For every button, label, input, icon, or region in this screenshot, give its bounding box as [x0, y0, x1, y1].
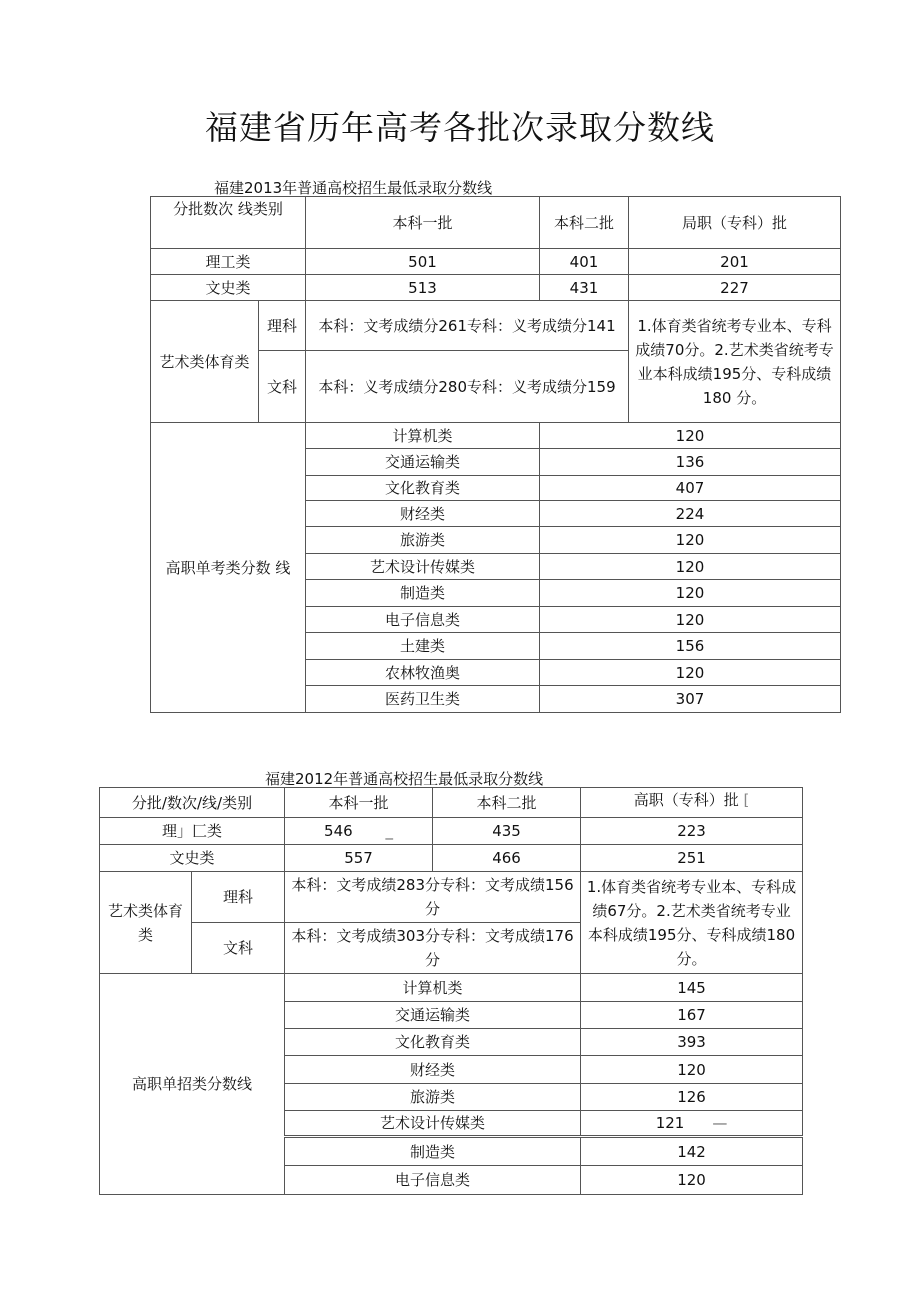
header-zk-label: 高职（专科）批 [633, 791, 739, 809]
wenshi-label: 文史类 [100, 845, 285, 872]
art-wen-text: 本科：义考成绩分280专科：义考成绩分159 [306, 351, 629, 423]
single-score: 120 [540, 423, 841, 449]
wenshi-b1: 557 [285, 845, 433, 872]
row-wenshi [100, 845, 803, 872]
page-title: 福建省历年高考各批次录取分数线 [205, 108, 715, 147]
single-score: 142 [581, 1137, 803, 1166]
ligong-b2: 435 [433, 818, 581, 845]
art-wen-label: 文科 [259, 351, 306, 423]
wenshi-b1: 513 [306, 275, 540, 301]
header-category: 分批数次 线类别 [151, 197, 306, 249]
ligong-b1: 501 [306, 249, 540, 275]
art-label: 艺术类体育类 [151, 301, 259, 423]
single-score: 145 [581, 974, 803, 1002]
single-name: 财经类 [285, 1056, 581, 1084]
table-row [151, 423, 841, 449]
single-name: 电子信息类 [306, 607, 540, 633]
art-li-text: 本科：文考成绩分261专科：义考成绩分141 [306, 301, 629, 351]
row-ligong [151, 249, 841, 275]
row-art-li [151, 301, 841, 351]
single-score: 120 [540, 607, 841, 633]
single-name: 旅游类 [306, 527, 540, 554]
header-row [100, 788, 803, 818]
header-category: 分批/数次/线/类别 [100, 788, 285, 818]
single-score: 120 [540, 554, 841, 580]
header-b2: 本科二批 [433, 788, 581, 818]
single-score: 156 [540, 633, 841, 660]
single-name: 交通运输类 [306, 449, 540, 476]
single-name: 计算机类 [306, 423, 540, 449]
art-wen-label: 文科 [192, 923, 285, 974]
single-name: 制造类 [285, 1137, 581, 1166]
single-score: 126 [581, 1084, 803, 1111]
single-name: 财经类 [306, 501, 540, 527]
table-2012 [99, 787, 803, 1195]
single-name: 艺术设计传媒类 [306, 554, 540, 580]
header-bracket-mark: [ [743, 791, 750, 809]
single-name: 医药卫生类 [306, 686, 540, 713]
wenshi-zk: 251 [581, 845, 803, 872]
single-score: 120 [581, 1166, 803, 1195]
table-2013 [150, 196, 841, 713]
single-score: 224 [540, 501, 841, 527]
single-score-value: 121 [655, 1114, 685, 1132]
art-note: 1.体育类省统考专业本、专科成绩70分。2.艺术类省统考专业本科成绩195分、专科成绩180 分。 [629, 301, 841, 423]
single-name: 计算机类 [285, 974, 581, 1002]
single-name: 电子信息类 [285, 1166, 581, 1195]
ligong-zk: 201 [629, 249, 841, 275]
single-score: 120 [540, 580, 841, 607]
ligong-label: 理」匚类 [100, 818, 285, 845]
wenshi-b2: 466 [433, 845, 581, 872]
ligong-label: 理工类 [151, 249, 306, 275]
art-label: 艺术类体育类 [100, 872, 192, 974]
single-score: 120 [540, 527, 841, 554]
single-name: 土建类 [306, 633, 540, 660]
single-score: 407 [540, 476, 841, 501]
ligong-b1-mark: _ [385, 822, 393, 840]
header-b1: 本科一批 [285, 788, 433, 818]
single-score: 307 [540, 686, 841, 713]
art-li-label: 理科 [259, 301, 306, 351]
art-wen-text: 本科：文考成绩303分专科：文考成绩176分 [285, 923, 581, 974]
wenshi-label: 文史类 [151, 275, 306, 301]
single-name: 农林牧渔奥 [306, 660, 540, 686]
wenshi-b2: 431 [540, 275, 629, 301]
single-name: 制造类 [306, 580, 540, 607]
single-name: 交通运输类 [285, 1002, 581, 1029]
single-score-mark: — [712, 1114, 728, 1132]
single-name: 艺术设计传媒类 [285, 1111, 581, 1137]
table-row [100, 974, 803, 1002]
row-wenshi [151, 275, 841, 301]
table-2013-caption: 福建2013年普通高校招生最低录取分数线 [214, 179, 493, 197]
single-score: 120 [581, 1056, 803, 1084]
single-score: 393 [581, 1029, 803, 1056]
ligong-b1 [285, 818, 433, 845]
header-b2: 本科二批 [540, 197, 629, 249]
single-score: 136 [540, 449, 841, 476]
single-score: 120 [540, 660, 841, 686]
art-li-text: 本科：文考成绩283分专科：文考成绩156分 [285, 872, 581, 923]
table-2012-caption: 福建2012年普通高校招生最低录取分数线 [265, 770, 544, 788]
art-note: 1.体育类省统考专业本、专科成绩67分。2.艺术类省统考专业本科成绩195分、专科成绩180分。 [581, 872, 803, 974]
header-b1: 本科一批 [306, 197, 540, 249]
single-name: 旅游类 [285, 1084, 581, 1111]
single-name: 文化教育类 [285, 1029, 581, 1056]
ligong-b2: 401 [540, 249, 629, 275]
wenshi-zk: 227 [629, 275, 841, 301]
ligong-b1-value: 546 [324, 822, 353, 840]
single-score [581, 1111, 803, 1137]
single-label: 高职单考类分数 线 [151, 423, 306, 713]
ligong-zk: 223 [581, 818, 803, 845]
row-art-li [100, 872, 803, 923]
art-li-label: 理科 [192, 872, 285, 923]
header-row [151, 197, 841, 249]
single-score: 167 [581, 1002, 803, 1029]
single-label: 高职单招类分数线 [100, 974, 285, 1195]
single-name: 文化教育类 [306, 476, 540, 501]
header-zk [581, 788, 803, 818]
header-zk: 局职（专科）批 [629, 197, 841, 249]
row-ligong [100, 818, 803, 845]
